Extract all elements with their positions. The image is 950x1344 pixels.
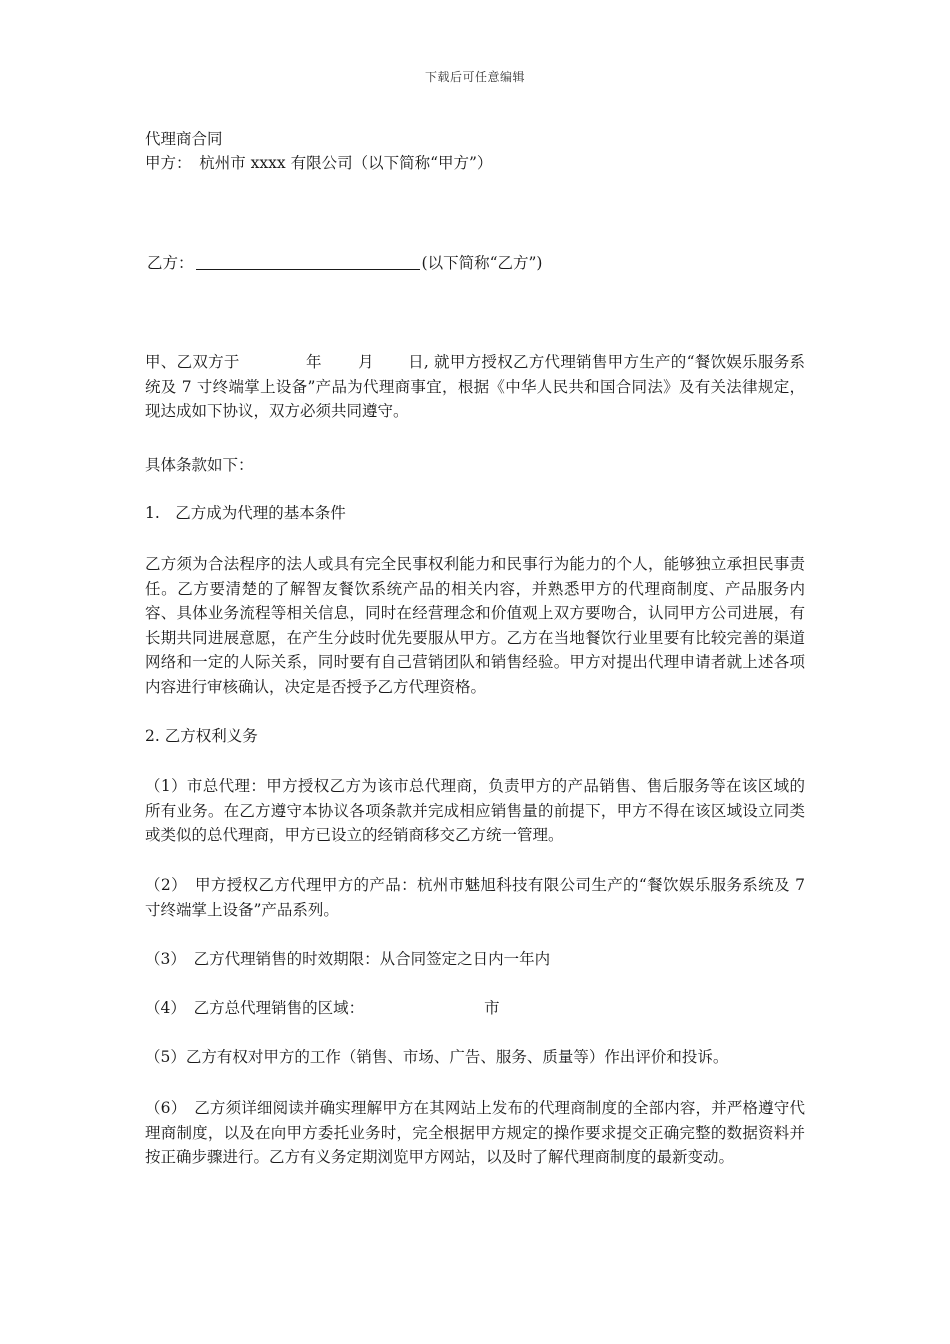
intro-year: 年 bbox=[305, 353, 322, 371]
contract-title: 代理商合同 bbox=[145, 130, 223, 148]
party-a-line: 甲方： 杭州市 xxxx 有限公司（以下简称“甲方”） bbox=[145, 154, 493, 172]
section2-item4-label: （4） 乙方总代理销售的区域： bbox=[145, 999, 365, 1017]
page-header-note: 下载后可任意编辑 bbox=[424, 70, 525, 84]
section2-item3: （3） 乙方代理销售的时效期限：从合同签定之日内一年内 bbox=[145, 950, 551, 968]
section2-item2: （2） 甲方授权乙方代理甲方的产品：杭州市魅旭科技有限公司生产的“餐饮娱乐服务系统及 7 寸终端掌上设备”产品系列。 bbox=[145, 876, 805, 919]
intro-rest: 日, 就甲方授权乙方代理销售甲方生产的“餐饮娱乐服务系统及 7 寸终端掌上设备”产品为代理商事宜，根据《中华人民共和国合同法》及有关法律规定，现达成如下协议，双方必须共同遵守。 bbox=[145, 353, 805, 420]
section1-body: 乙方须为合法程序的法人或具有完全民事权利能力和民事行为能力的个人，能够独立承担民事责任。乙方要清楚的了解智友餐饮系统产品的相关内容，并熟悉甲方的代理商制度、产品服务内容、具体业务流程等相关信息，同时在经营理念和价值观上双方要吻合，认同甲方公司进展，有长期共同进展意愿，在产生分歧时优先要服从甲方。乙方在当地餐饮行业里要有比较完善的渠道网络和一定的人际关系，同时要有自己营销团队和销售经验。甲方对提出代理申请者就上述各项内容进行审核确认，决定是否授予乙方代理资格。 bbox=[145, 555, 805, 696]
section2-item1: （1）市总代理：甲方授权乙方为该市总代理商，负责甲方的产品销售、售后服务等在该区域的所有业务。在乙方遵守本协议各项条款并完成相应销售量的前提下，甲方不得在该区域设立同类或类似的总代理商，甲方已设立的经销商移交乙方统一管理。 bbox=[145, 777, 805, 844]
section2-item4 bbox=[145, 996, 500, 1020]
section2-item4-city: 市 bbox=[484, 999, 500, 1017]
intro-paragraph bbox=[145, 350, 805, 424]
party-b-name-blank bbox=[196, 251, 420, 270]
section2-item6: （6） 乙方须详细阅读并确实理解甲方在其网站上发布的代理商制度的全部内容，并严格遵守代理商制度，以及在向甲方委托业务时，完全根据甲方规定的操作要求提交正确完整的数据资料并按正确步骤进行。乙方有义务定期浏览甲方网站，以及时了解代理商制度的最新变动。 bbox=[145, 1099, 805, 1166]
section2-item5: （5）乙方有权对甲方的工作（销售、市场、广告、服务、质量等）作出评价和投诉。 bbox=[145, 1048, 729, 1066]
intro-month: 月 bbox=[357, 353, 374, 371]
party-b-suffix: (以下简称“乙方”) bbox=[421, 254, 543, 272]
party-b-label: 乙方： bbox=[147, 254, 194, 272]
section2-heading: 2. 乙方权利义务 bbox=[145, 727, 258, 745]
clauses-heading: 具体条款如下： bbox=[145, 456, 254, 474]
party-b-line bbox=[147, 251, 542, 275]
intro-part1: 甲、乙双方于 bbox=[145, 353, 240, 371]
section1-heading: 1. 乙方成为代理的基本条件 bbox=[145, 504, 346, 522]
